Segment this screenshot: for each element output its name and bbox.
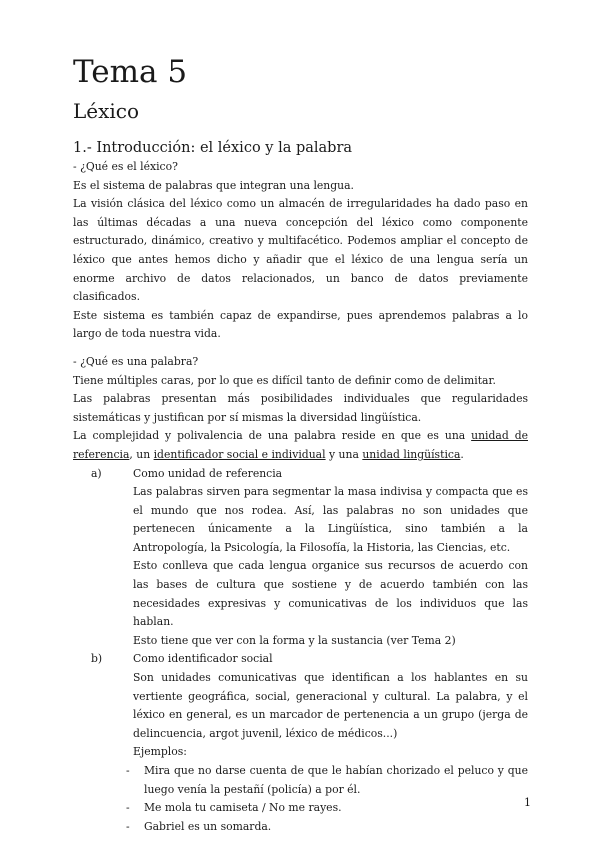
paragraph-underlined-terms: La complejidad y polivalencia de una palabra reside en que es una unidad de referencia, un identificador social e individual y una unidad lingüística.	[73, 429, 528, 461]
list-item-heading: Como identificador social	[133, 652, 273, 666]
example-text: Gabriel es un somarda.	[144, 819, 272, 833]
list-item-heading: Como unidad de referencia	[133, 466, 283, 480]
paragraph: Son unidades comunicativas que identifican a los hablantes en su vertiente geográfica, social, generacional y cultural. La palabra, y el léxico en general, es un marcador de pertenencia a un grupo (jerga de delincuencia, argot juvenil, léxico de médicos...)	[133, 671, 528, 740]
list-item-a	[73, 465, 528, 651]
page-number: 1	[524, 796, 531, 809]
paragraph: Esto tiene que ver con la forma y la sustancia (ver Tema 2)	[133, 633, 456, 647]
term-unidad-linguistica: unidad lingüística	[362, 447, 461, 461]
term-unidad-referencia: unidad de referencia	[73, 429, 528, 461]
list-item-b	[73, 650, 528, 762]
list-marker: a)	[91, 466, 102, 480]
question-palabra: - ¿Qué es una palabra?	[73, 354, 199, 368]
paragraph: Es el sistema de palabras que integran una lengua.	[73, 178, 354, 192]
list-marker: b)	[91, 652, 103, 666]
question-lexico: - ¿Qué es el léxico?	[73, 160, 178, 173]
example-text: Mira que no darse cuenta de que le habían chorizado el peluco y que luego venía la pestañí (policía) a por él.	[144, 764, 528, 796]
paragraph: Las palabras presentan más posibilidades individuales que regularidades sistemáticas y justifican por sí mismas la diversidad lingüística.	[73, 392, 528, 424]
example-item: - Mira que no darse cuenta de que le habían chorizado el peluco y que luego venía la pestañí (policía) a por él.	[73, 762, 528, 799]
example-item: - Gabriel es un somarda.	[73, 818, 528, 837]
example-item: - Me mola tu camiseta / No me rayes.	[73, 799, 528, 818]
page-subtitle: Léxico	[73, 99, 140, 123]
paragraph: Las palabras sirven para segmentar la masa indivisa y compacta que es el mundo que nos rodea. Así, las palabras no son unidades que pertenecen únicamente a la Lingüística, sino también a la Antropología, la Psicología, la Filosofía, la Historia, las Ciencias, etc.	[133, 485, 528, 554]
paragraph: La visión clásica del léxico como un almacén de irregularidades ha dado paso en las últimas décadas a una nueva concepción del léxico como componente estructurado, dinámico, creativo y multifacético. Podemos ampliar el concepto de léxico que antes hemos dicho y añadir que el léxico de una lengua sería un enorme archivo de datos relacionados, un banco de datos previamente clasificados.	[73, 197, 528, 304]
term-identificador-social: identificador social e individual	[153, 447, 326, 461]
document-page	[73, 52, 528, 836]
paragraph: Tiene múltiples caras, por lo que es difícil tanto de definir como de delimitar.	[73, 373, 496, 387]
page-title: Tema 5	[73, 54, 188, 90]
example-text: Me mola tu camiseta / No me rayes.	[144, 801, 342, 815]
section-heading: 1.- Introducción: el léxico y la palabra	[73, 140, 353, 156]
paragraph: Esto conlleva que cada lengua organice sus recursos de acuerdo con las bases de cultura que sostiene y de acuerdo también con las necesidades expresivas y comunicativas de los individuos que las hablan.	[133, 559, 528, 629]
paragraph: Ejemplos:	[133, 745, 187, 759]
paragraph: Este sistema es también capaz de expandirse, pues aprendemos palabras a lo largo de toda nuestra vida.	[73, 308, 528, 341]
